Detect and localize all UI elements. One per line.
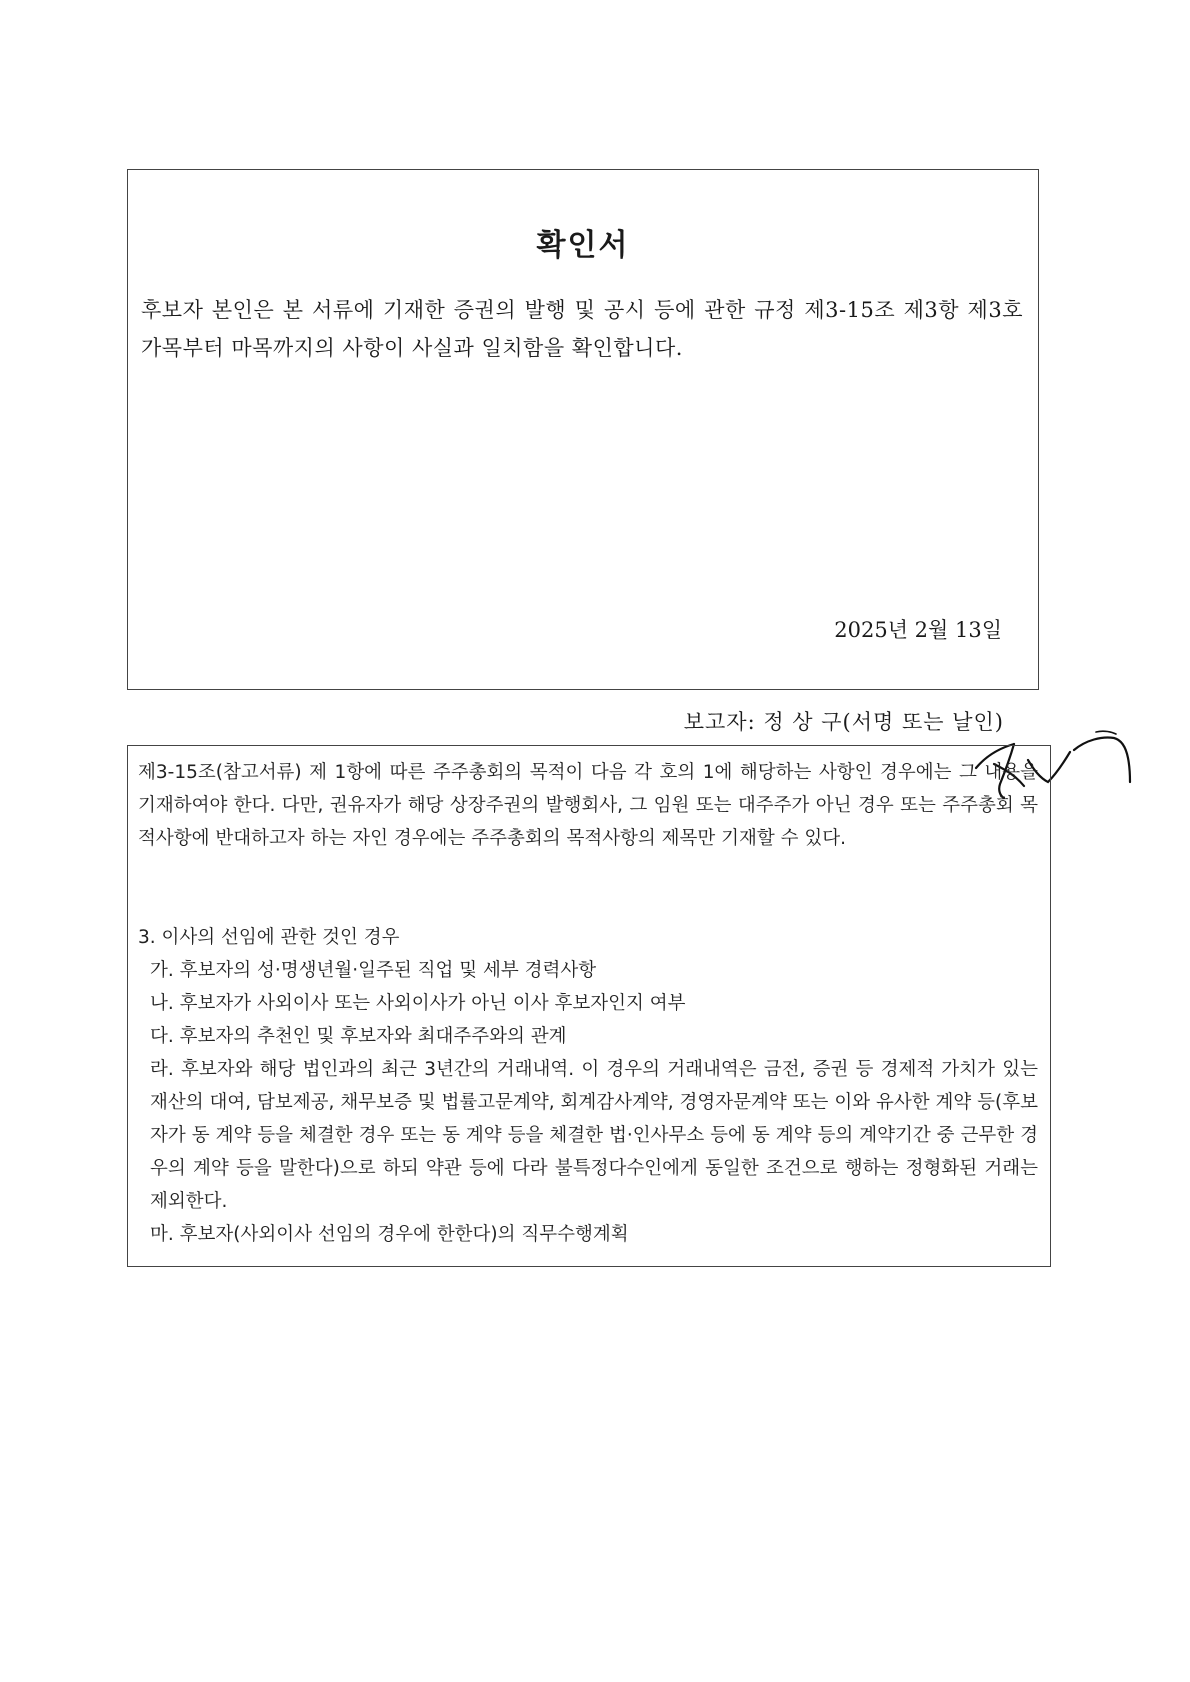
confirmation-statement: 후보자 본인은 본 서류에 기재한 증권의 발행 및 공시 등에 관한 규정 제3-15조 제3항 제3호 가목부터 마목까지의 사항이 사실과 일치함을 확인합니다. [141,298,1023,360]
regulation-item-na: 나. 후보자가 사외이사 또는 사외이사가 아닌 이사 후보자인지 여부 [150,993,686,1014]
regulation-intro: 제3-15조(참고서류) 제 1항에 따른 주주총회의 목적이 다음 각 호의 1에 해당하는 사항인 경우에는 그 내용을 기재하여야 한다. 다만, 권유자가 해당 상장주권의 발행회사, 그 임원 또는 대주주가 아닌 경우 또는 주주총회 목적사항에 반대하고자 하는 자인 경우에는 주주총회의 목적사항의 제목만 기재할 수 있다. [138,762,1038,849]
confirmation-date: 2025년 2월 13일 [834,618,1002,642]
regulation-item-ra: 라. 후보자와 해당 법인과의 최근 3년간의 거래내역. 이 경우의 거래내역은 금전, 증권 등 경제적 가치가 있는 재산의 대여, 담보제공, 채무보증 및 법률고문계약, 회계감사계약, 경영자문계약 또는 이와 유사한 계약 등(후보자가 동 계약 등을 체결한 경우 또는 동 계약 등을 체결한 법·인사무소 등에 동 계약 등의 계약기간 중 근무한 경우의 계약 등을 말한다)으로 하되 약관 등에 다라 불특정다수인에게 동일한 조건으로 행하는 정형화된 거래는 제외한다. [150,1059,1038,1212]
regulation-item-da: 다. 후보자의 추천인 및 후보자와 최대주주와의 관계 [150,1026,567,1047]
confirmation-box [127,169,1039,734]
reference-regulation-box [127,745,1051,1267]
regulation-item-ma: 마. 후보자(사외이사 선임의 경우에 한한다)의 직무수행계획 [150,1224,629,1245]
confirmation-title: 확인서 [536,228,630,263]
regulation-section-heading: 3. 이사의 선임에 관한 것인 경우 [138,927,400,948]
regulation-item-ga: 가. 후보자의 성·명생년월·일주된 직업 및 세부 경력사항 [150,960,597,981]
reporter-line: 보고자: 정 상 구(서명 또는 날인) [683,710,1004,734]
